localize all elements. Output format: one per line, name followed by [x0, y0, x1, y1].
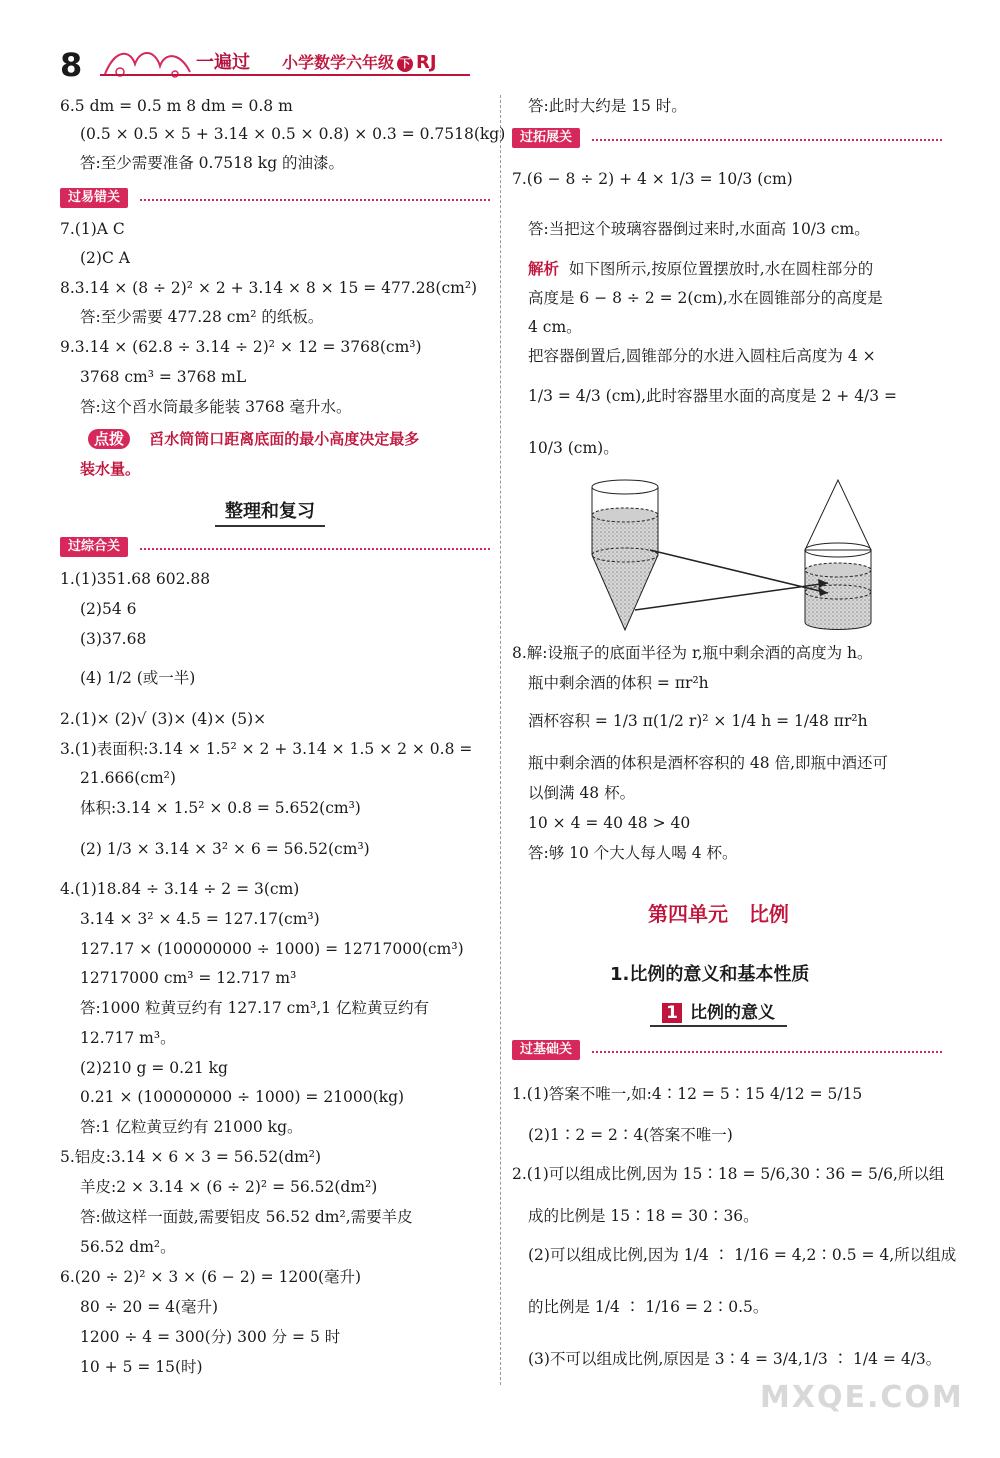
- analysis-line: 1/3 = 4/3 (cm),此时容器里水面的高度是 2 + 4/3 =: [528, 387, 898, 405]
- lesson-title: 1.比例的意义和基本性质: [610, 964, 810, 985]
- answer-line: 10 × 4 = 40 48 > 40: [528, 814, 691, 832]
- subject-line: [282, 50, 437, 73]
- answer-line: 的比例是 1/4 ∶ 1/16 = 2∶0.5。: [528, 1298, 769, 1316]
- answer-line: 6.(20 ÷ 2)² × 3 × (6 − 2) = 1200(毫升): [60, 1268, 362, 1286]
- answer-line: 3.(1)表面积:3.14 × 1.5² × 2 + 3.14 × 1.5 × 2 × 0.8 =: [60, 740, 473, 758]
- answer-line: 以倒满 48 杯。: [528, 784, 636, 802]
- subsection-title: [650, 998, 787, 1027]
- tag-rule: [140, 199, 490, 201]
- answer-line: 1.(1)351.68 602.88: [60, 570, 211, 588]
- section-tag: 过综合关: [60, 537, 128, 557]
- watermark: MXQE.COM: [760, 1380, 964, 1415]
- answer-line: 答:至少需要 477.28 cm² 的纸板。: [80, 308, 324, 326]
- answer-line: (4) 1/2 (或一半): [80, 669, 196, 687]
- tag-rule: [592, 1051, 942, 1053]
- answer-line: 56.52 dm²。: [80, 1238, 176, 1256]
- answer-line: (2)可以组成比例,因为 1/4 ∶ 1/16 = 4,2∶0.5 = 4,所以组成: [528, 1246, 957, 1264]
- answer-line: 7.(1)A C: [60, 220, 125, 238]
- answer-line: (2)C A: [80, 249, 130, 267]
- answer-line: 6.5 dm = 0.5 m 8 dm = 0.8 m: [60, 97, 293, 115]
- container-diagram: [580, 475, 910, 640]
- answer-line: 答:1000 粒黄豆约有 127.17 cm³,1 亿粒黄豆约有: [80, 999, 429, 1017]
- answer-line: 答:够 10 个大人每人喝 4 杯。: [528, 844, 738, 862]
- answer-line: 1200 ÷ 4 = 300(分) 300 分 = 5 时: [80, 1328, 341, 1346]
- answer-line: (2) 1/3 × 3.14 × 3² × 6 = 56.52(cm³): [80, 840, 370, 858]
- answer-line: 体积:3.14 × 1.5² × 0.8 = 5.652(cm³): [80, 799, 361, 817]
- answer-line: 80 ÷ 20 = 4(毫升): [80, 1298, 219, 1316]
- tag-rule: [140, 548, 490, 550]
- section-tag: 过基础关: [512, 1040, 580, 1060]
- answer-line: (2)54 6: [80, 600, 137, 618]
- answer-line: 8.3.14 × (8 ÷ 2)² × 2 + 3.14 × 8 × 15 = 477.28(cm²): [60, 279, 478, 297]
- section-tag: 过拓展关: [512, 128, 580, 148]
- tip-box: [88, 428, 419, 449]
- section-title: 整理和复习: [215, 497, 325, 527]
- answer-line: (3)37.68: [80, 630, 147, 648]
- tip-text: 装水量。: [80, 460, 141, 478]
- tip-text: 舀水筒筒口距离底面的最小高度决定最多: [149, 430, 420, 448]
- answer-line: 答:此时大约是 15 时。: [528, 97, 687, 115]
- analysis-line: 高度是 6 − 8 ÷ 2 = 2(cm),水在圆锥部分的高度是: [528, 289, 883, 307]
- answer-line: 答:1 亿粒黄豆约有 21000 kg。: [80, 1118, 303, 1136]
- section-tag: 过易错关: [60, 188, 128, 208]
- answer-line: 2.(1)可以组成比例,因为 15∶18 = 5/6,30∶36 = 5/6,所以组: [512, 1165, 945, 1183]
- grade-badge: 下: [397, 56, 413, 72]
- answer-line: 答:至少需要准备 0.7518 kg 的油漆。: [80, 154, 345, 172]
- answer-line: 21.666(cm²): [80, 769, 176, 787]
- answer-line: 127.17 × (100000000 ÷ 1000) = 12717000(cm³): [80, 940, 464, 958]
- analysis-line: 把容器倒置后,圆锥部分的水进入圆柱后高度为 4 ×: [528, 347, 876, 365]
- answer-line: 4.(1)18.84 ÷ 3.14 ÷ 2 = 3(cm): [60, 880, 300, 898]
- answer-line: 瓶中剩余酒的体积 = πr²h: [528, 674, 709, 692]
- answer-line: 羊皮:2 × 3.14 × (6 ÷ 2)² = 56.52(dm²): [80, 1178, 378, 1196]
- analysis-line: 10/3 (cm)。: [528, 439, 619, 457]
- column-divider: [500, 95, 501, 1385]
- tag-rule: [592, 139, 942, 141]
- answer-line: 12.717 m³。: [80, 1029, 176, 1047]
- analysis-line: [528, 258, 873, 280]
- answer-line: 7.(6 − 8 ÷ 2) + 4 × 1/3 = 10/3 (cm): [512, 170, 793, 188]
- answer-line: (2)210 g = 0.21 kg: [80, 1059, 228, 1077]
- answer-line: (2)1∶2 = 2∶4(答案不唯一): [528, 1126, 733, 1144]
- brand-title: 一遍过: [196, 52, 250, 73]
- answer-line: 1.(1)答案不唯一,如:4∶12 = 5∶15 4/12 = 5/15: [512, 1085, 863, 1103]
- analysis-text: 如下图所示,按原位置摆放时,水在圆柱部分的: [568, 260, 874, 278]
- answer-line: 3.14 × 3² × 4.5 = 127.17(cm³): [80, 910, 320, 928]
- answer-line: 3768 cm³ = 3768 mL: [80, 368, 247, 386]
- header-rule: [100, 74, 470, 76]
- analysis-label: 解析: [528, 260, 560, 278]
- tip-label: 点拨: [88, 429, 130, 449]
- brand-decoration-icon: [100, 44, 200, 84]
- answer-line: 12717000 cm³ = 12.717 m³: [80, 969, 297, 987]
- subsection-number: 1: [662, 1003, 682, 1023]
- answer-line: 答:做这样一面鼓,需要铝皮 56.52 dm²,需要羊皮: [80, 1208, 413, 1226]
- answer-line: 瓶中剩余酒的体积是酒杯容积的 48 倍,即瓶中酒还可: [528, 754, 889, 772]
- answer-line: (0.5 × 0.5 × 5 + 3.14 × 0.5 × 0.8) × 0.3 = 0.7518(kg): [80, 125, 506, 143]
- answer-line: 2.(1)× (2)√ (3)× (4)× (5)×: [60, 710, 267, 728]
- answer-line: 答:这个舀水筒最多能装 3768 毫升水。: [80, 398, 352, 416]
- unit-title: 第四单元 比例: [648, 902, 789, 926]
- answer-line: 10 + 5 = 15(时): [80, 1358, 203, 1376]
- answer-line: 答:当把这个玻璃容器倒过来时,水面高 10/3 cm。: [528, 220, 870, 238]
- answer-line: 成的比例是 15∶18 = 30∶36。: [528, 1207, 759, 1225]
- answer-line: 8.解:设瓶子的底面半径为 r,瓶中剩余酒的高度为 h。: [512, 644, 873, 662]
- analysis-line: 4 cm。: [528, 318, 582, 336]
- answer-line: 0.21 × (100000000 ÷ 1000) = 21000(kg): [80, 1088, 405, 1106]
- page-number: 8: [60, 46, 83, 84]
- answer-line: 酒杯容积 = 1/3 π(1/2 r)² × 1/4 h = 1/48 πr²h: [528, 712, 868, 730]
- edition-label: RJ: [416, 52, 437, 73]
- answer-line: (3)不可以组成比例,原因是 3∶4 = 3/4,1/3 ∶ 1/4 = 4/3。: [528, 1350, 942, 1368]
- answer-line: 5.铝皮:3.14 × 6 × 3 = 56.52(dm²): [60, 1148, 322, 1166]
- page-header: [0, 0, 1000, 90]
- subject-name: 小学数学六年级: [282, 53, 395, 72]
- subsection-label: 比例的意义: [690, 1003, 775, 1023]
- answer-line: 9.3.14 × (62.8 ÷ 3.14 ÷ 2)² × 12 = 3768(cm³): [60, 338, 422, 356]
